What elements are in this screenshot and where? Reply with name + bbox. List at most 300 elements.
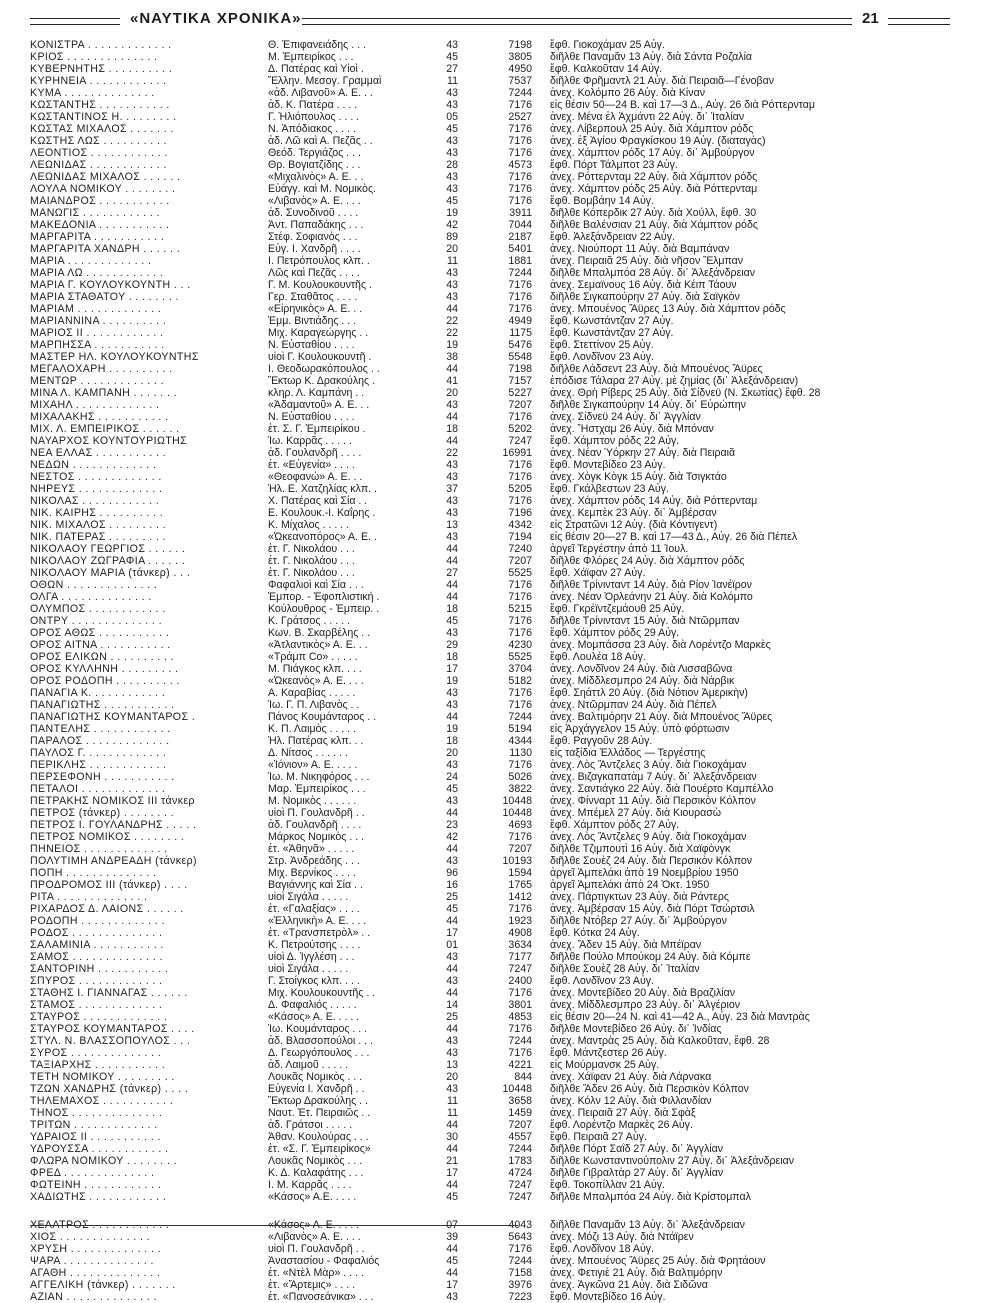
ship-name: ΣΤΑΘΗΣ Ι. ΓΙΑΝΝΑΓΑΣ . . . . . . xyxy=(30,987,188,999)
ship-name: ΜΕΝΤΩΡ . . . . . . . . . . . . . xyxy=(30,375,164,387)
ship-year: 44 xyxy=(446,963,458,975)
ship-tonnage: 10193 xyxy=(502,855,532,867)
ship-name: ΣΑΛΑΜΙΝΙΑ . . . . . . . . . . . xyxy=(30,939,164,951)
ship-movement: διῆλθε Φρῆμαντλ 21 Αὐγ. διὰ Πειραιᾶ—Γένοβαν xyxy=(550,75,775,87)
ship-movement: ἀνεχ. Χὸγκ Κὸγκ 15 Αὐγ. διὰ Τσιγκτάο xyxy=(550,471,727,483)
table-row xyxy=(30,1035,970,1047)
ship-agent: υἱοὶ Δ. Ἰγγλέση . . . xyxy=(268,951,355,963)
ship-name: ΥΔΡΑΙΟΣ ΙΙ . . . . . . . . . . . xyxy=(30,1131,161,1143)
ship-tonnage: 7176 xyxy=(508,183,532,195)
ship-name: ΝΕΣΤΟΣ . . . . . . . . . . . . . xyxy=(30,471,162,483)
ship-movement: ἀνεχ. Ἄδεν 15 Αὐγ. διὰ Μπέϊραν xyxy=(550,939,702,951)
ship-year: 38 xyxy=(446,351,458,363)
ship-name: ΧΕΛΑΤΡΟΣ . . . . . . . . . . . . xyxy=(30,1219,170,1231)
ship-year: 43 xyxy=(446,495,458,507)
table-row xyxy=(30,471,970,483)
ship-agent: Γ. Ἡλιόπουλος . . . . xyxy=(268,111,360,123)
ship-tonnage: 7176 xyxy=(508,411,532,423)
ship-movement: ἔφθ. Γκρέϊντζεμάουθ 25 Αὐγ. xyxy=(550,603,685,615)
ship-movement: διῆλθε Μοντεβίδεο 26 Αὐγ. δι᾽ Ἰνδίας xyxy=(550,1023,722,1035)
ship-movement: ἀνεχ. Ἀγκῶνα 21 Αὐγ. διὰ Σιδῶνα xyxy=(550,1279,708,1291)
ship-movement: ἀνεχ. Λὸς Ἄντζελες 3 Αὐγ. διὰ Γιοκοχάμαν xyxy=(550,759,747,771)
ship-movement: εἰς Στρατῶνι 12 Αὐγ. (διὰ Κόντιγεντ) xyxy=(550,519,718,531)
table-row xyxy=(30,843,970,855)
table-row xyxy=(30,567,970,579)
ship-movement: ἔφθ. Πόρτ Τάλμποτ 23 Αὐγ. xyxy=(550,159,678,171)
ship-tonnage: 7158 xyxy=(508,1267,532,1279)
table-row xyxy=(30,519,970,531)
ship-tonnage: 7176 xyxy=(508,831,532,843)
ship-tonnage: 844 xyxy=(514,1071,532,1083)
ship-year: 25 xyxy=(446,1011,458,1023)
ship-agent: Δ. Φαφαλιός . . . . . xyxy=(268,999,357,1011)
ship-agent: Ἰω. Γ. Π. Λιβανὸς . . xyxy=(268,699,360,711)
ship-agent: Μ. Νομικὸς . . . . . . xyxy=(268,795,357,807)
ship-tonnage: 1130 xyxy=(509,747,532,759)
ship-movement: διῆλθε Σουὲζ 28 Αὐγ. δι᾽ Ἰταλίαν xyxy=(550,963,700,975)
table-row xyxy=(30,831,970,843)
ship-year: 44 xyxy=(446,543,458,555)
ship-tonnage: 4949 xyxy=(508,315,532,327)
table-row xyxy=(30,363,970,375)
ship-name: ΚΥΒΕΡΝΗΤΗΣ . . . . . . . . . . xyxy=(30,63,173,75)
ship-movement: ἀνεχ. Χάμπτον ρόδς 25 Αὐγ. διὰ Ρόττερνταμ xyxy=(550,183,758,195)
ship-agent: ἐτ. «Τρανσπετρὸλ» . . xyxy=(268,927,371,939)
header-rule-left xyxy=(30,18,120,25)
table-row xyxy=(30,1267,970,1279)
ship-tonnage: 2400 xyxy=(508,975,532,987)
table-row xyxy=(30,951,970,963)
ship-name: ΣΠΥΡΟΣ . . . . . . . . . . . . . xyxy=(30,975,163,987)
table-row xyxy=(30,627,970,639)
ship-tonnage: 5205 xyxy=(508,483,532,495)
ship-agent: Λουκᾶς Νομικὸς . . . xyxy=(268,1155,363,1167)
ship-movement: ἀνεχ. Νέαν Ὑόρκην 27 Αὐγ. διὰ Πειραιᾶ xyxy=(550,447,736,459)
ship-name: ΝΗΡΕΥΣ . . . . . . . . . . . . . xyxy=(30,483,163,495)
ship-tonnage: 5525 xyxy=(508,567,532,579)
ship-name: ΣΑΜΟΣ . . . . . . . . . . . . . . xyxy=(30,951,163,963)
ship-agent: ἀδ. Συνοδινοῦ . . . . xyxy=(268,207,359,219)
ship-agent: ἐτ. «Εὐγενία» . . . . xyxy=(268,459,355,471)
ship-movement: ἀνεχ. Μπουένος Ἄϋρες 25 Αὐγ. διὰ Φρητάουν xyxy=(550,1255,766,1267)
ship-name: ΜΑΣΤΕΡ ΗΛ. ΚΟΥΛΟΥΚΟΥΝΤΗΣ xyxy=(30,351,199,363)
ship-year: 16 xyxy=(446,879,458,891)
ship-name: ΧΡΥΣΗ . . . . . . . . . . . . . . xyxy=(30,1243,162,1255)
ship-name: ΠΑΡΑΛΟΣ . . . . . . . . . . . . . xyxy=(30,735,170,747)
table-row xyxy=(30,639,970,651)
ship-name: ΟΡΟΣ ΑΙΤΝΑ . . . . . . . . . . . xyxy=(30,639,171,651)
table-row xyxy=(30,603,970,615)
table-row xyxy=(30,255,970,267)
header-rule-middle xyxy=(302,18,852,25)
ship-tonnage: 4853 xyxy=(508,1011,532,1023)
ship-agent: Ἠλ. Ε. Χατζηλίας κλπ. . xyxy=(268,483,377,495)
ship-agent: ἐτ. «Ἀθηνᾶ» . . . . . xyxy=(268,843,355,855)
ship-year: 18 xyxy=(446,735,458,747)
ship-year: 45 xyxy=(446,51,458,63)
ship-agent: Μάρκος Νομικὸς . . . xyxy=(268,831,365,843)
ship-agent: Μ. Πιάγκος κλπ. . . . xyxy=(268,663,362,675)
ship-movement: ἔφθ. Χάμπτον ρόδς 27 Αὐγ. xyxy=(550,819,680,831)
ship-name: ΜΙΧΑΗΛ . . . . . . . . . . . . . xyxy=(30,399,160,411)
ship-agent: Κων. Β. Σκαρβέλης . . xyxy=(268,627,371,639)
ship-agent: «Κάσος» Α. Ε. . . . . xyxy=(268,1219,360,1231)
ship-year: 22 xyxy=(446,315,458,327)
ship-name: ΜΑΡΓΑΡΙΤΑ . . . . . . . . . . . xyxy=(30,231,165,243)
ship-tonnage: 7247 xyxy=(508,963,532,975)
ship-name: ΜΑΡΙΟΣ ΙΙ . . . . . . . . . . . . xyxy=(30,327,164,339)
ship-year: 43 xyxy=(446,291,458,303)
ship-tonnage: 7176 xyxy=(508,699,532,711)
ship-tonnage: 5401 xyxy=(508,243,532,255)
table-row xyxy=(30,87,970,99)
ship-tonnage: 1783 xyxy=(508,1155,532,1167)
ship-name: ΠΕΡΙΚΛΗΣ . . . . . . . . . . . . xyxy=(30,759,167,771)
ship-year: 14 xyxy=(446,999,458,1011)
ship-name: ΜΑΚΕΔΟΝΙΑ . . . . . . . . . . . xyxy=(30,219,170,231)
ship-movement: ἀνεχ. ἐξ Ἁγίου Φραγκίσκου 19 Αὐγ. (διαταγὰς) xyxy=(550,135,766,147)
ship-movement: ἀνεχ. Ἥστχαμ 26 Αὐγ. διὰ Μπόναν xyxy=(550,423,714,435)
ship-year: 44 xyxy=(446,1243,458,1255)
ship-tonnage: 4908 xyxy=(508,927,532,939)
ship-name: ΟΡΟΣ ΡΟΔΟΠΗ . . . . . . . . . . xyxy=(30,675,180,687)
ship-tonnage: 1459 xyxy=(508,1107,532,1119)
table-row xyxy=(30,555,970,567)
ship-movement: ἔφθ. Λουλέα 18 Αὐγ. xyxy=(550,651,646,663)
table-row xyxy=(30,699,970,711)
ship-agent: «Λιβανὸς» Α. Ε. . . . xyxy=(268,195,361,207)
ship-name: ΠΡΟΔΡΟΜΟΣ ΙΙΙ (τάνκερ) . . . . xyxy=(30,879,188,891)
ship-movement: ἀνεχ. Βιζαγκαπατὰμ 7 Αὐγ. δι᾽ Ἀλεξάνδρειαν xyxy=(550,771,757,783)
ship-name: ΨΑΡΑ . . . . . . . . . . . . . . xyxy=(30,1255,154,1267)
table-row xyxy=(30,711,970,723)
table-row xyxy=(30,267,970,279)
ship-movement: εἰς ταξίδια Ἑλλάδος — Τεργέστης xyxy=(550,747,706,759)
ship-tonnage: 7247 xyxy=(508,1179,532,1191)
table-row xyxy=(30,1179,970,1191)
ship-tonnage: 4221 xyxy=(508,1059,532,1071)
ship-name: ΠΕΤΡΟΣ Ι. ΓΟΥΛΑΝΔΡΗΣ . . . . . xyxy=(30,819,197,831)
ship-name: ΤΕΤΗ ΝΟΜΙΚΟΥ . . . . . . . . . xyxy=(30,1071,175,1083)
ship-year: 07 xyxy=(446,1219,458,1231)
ship-name: ΟΡΟΣ ΑΘΩΣ . . . . . . . . . . . xyxy=(30,627,170,639)
ship-agent: Ἕλλην. Μεσογ. Γραμμαὶ xyxy=(268,75,382,87)
table-row xyxy=(30,1047,970,1059)
ship-name: ΛΕΩΝΙΔΑΣ . . . . . . . . . . . . xyxy=(30,159,167,171)
table-row xyxy=(30,435,970,447)
ship-agent: Α. Καραβίας . . . . . xyxy=(268,687,356,699)
ship-movement: διῆλθε Τζιμπουτὶ 16 Αὐγ. διὰ Χαϊφὸνγκ xyxy=(550,843,731,855)
ship-name: ΛΕΩΝΙΔΑΣ ΜΙΧΑΛΟΣ . . . . . . xyxy=(30,171,181,183)
ship-tonnage: 2187 xyxy=(508,231,532,243)
ship-tonnage: 4573 xyxy=(508,159,532,171)
ship-year: 19 xyxy=(446,723,458,735)
ship-year: 27 xyxy=(446,567,458,579)
ship-agent: Γ. Μ. Κουλουκουντῆς . xyxy=(268,279,372,291)
ship-tonnage: 5182 xyxy=(508,675,532,687)
table-row xyxy=(30,411,970,423)
ship-movement: ἔφθ. Λονδῖνον 23 Αὐγ. xyxy=(550,975,654,987)
ship-movement: διῆλθε Γιβραλτὰρ 27 Αὐγ. δι᾽ Ἀγγλίαν xyxy=(550,1167,724,1179)
ship-name: ΚΩΣΤΑΣ ΜΙΧΑΛΟΣ . . . . . . . xyxy=(30,123,174,135)
ship-agent: Κούλουθρος - Ἐμπειρ. . xyxy=(268,603,380,615)
ship-tonnage: 7240 xyxy=(508,543,532,555)
ship-year: 44 xyxy=(446,987,458,999)
ship-tonnage: 7176 xyxy=(508,687,532,699)
table-row xyxy=(30,543,970,555)
ship-agent: Κ. Δ. Καλαφάτης . . . xyxy=(268,1167,364,1179)
ship-name: ΠΕΤΡΟΣ (τάνκερ) . . . . . . . . xyxy=(30,807,175,819)
ship-year: 42 xyxy=(446,831,458,843)
table-row xyxy=(30,459,970,471)
ship-name: ΝΙΚΟΛΑΟΥ ΜΑΡΙΑ (τάνκερ) . . . xyxy=(30,567,191,579)
ship-movement: ἀνεχ. Κολόμπο 26 Αὐγ. διὰ Κίναν xyxy=(550,87,705,99)
ship-agent: «Θεοφανώ» Α. Ε. . . xyxy=(268,471,363,483)
table-row xyxy=(30,903,970,915)
ship-year: 43 xyxy=(446,135,458,147)
ship-tonnage: 5026 xyxy=(508,771,532,783)
page-number: 21 xyxy=(862,10,879,27)
ship-year: 17 xyxy=(446,927,458,939)
ship-name: ΚΟΝΙΣΤΡΑ . . . . . . . . . . . . . xyxy=(30,39,172,51)
table-row xyxy=(30,1083,970,1095)
ship-agent: Ν. Εὐσταθίου . . . . xyxy=(268,411,355,423)
ship-tonnage: 7207 xyxy=(508,1119,532,1131)
table-row xyxy=(30,75,970,87)
ship-year: 44 xyxy=(446,1023,458,1035)
ship-tonnage: 7247 xyxy=(508,1191,532,1203)
ship-movement: ἀνεχ. Μένα ἐλ Ἀχμάντι 22 Αὐγ. δι᾽ Ἰταλίαν xyxy=(550,111,745,123)
ship-year: 44 xyxy=(446,411,458,423)
ship-movement: ἔφθ. Τοκοπίλλαν 21 Αὐγ. xyxy=(550,1179,665,1191)
ship-name: ΠΑΝΑΓΙΩΤΗΣ . . . . . . . . . . . xyxy=(30,699,175,711)
ship-movement: διῆλθε Λάδσεντ 23 Αὐγ. διὰ Μπουένος Ἄϋρες xyxy=(550,363,763,375)
ship-movement: ἔφθ. Χάμπτον ρόδς 29 Αὐγ. xyxy=(550,627,680,639)
ship-movement: ἔφθ. Σηάττλ 20 Αὐγ. (διὰ Νότιον Ἀμερικὴν) xyxy=(550,687,748,699)
ship-year: 22 xyxy=(446,447,458,459)
ship-movement: ἀνεχ. Νιούπορτ 11 Αὐγ. διὰ Βαμπάναν xyxy=(550,243,730,255)
table-row xyxy=(30,291,970,303)
ship-agent: Ν. Ἀπόδιακος . . . . xyxy=(268,123,356,135)
table-row xyxy=(30,279,970,291)
table-row xyxy=(30,663,970,675)
ship-movement: διῆλθε Κωνσταντινούπολιν 27 Αὐγ. δι᾽ Ἀλεξάνδρειαν xyxy=(550,1155,795,1167)
ship-agent: ἐτ. Γ. Νικολάου . . . xyxy=(268,555,355,567)
ship-agent: ἀδ. Κ. Πατέρα . . . . xyxy=(268,99,358,111)
ship-year: 44 xyxy=(446,579,458,591)
ship-tonnage: 1881 xyxy=(508,255,532,267)
ship-tonnage: 7198 xyxy=(508,39,532,51)
table-row xyxy=(30,387,970,399)
table-row xyxy=(30,855,970,867)
ship-tonnage: 7196 xyxy=(508,507,532,519)
ship-tonnage: 7194 xyxy=(508,531,532,543)
ship-year: 43 xyxy=(446,183,458,195)
ship-movement: ἀνεχ. Ἀμβέρσαν 15 Αὐγ. διὰ Πόρτ Τσώρτσιλ xyxy=(550,903,755,915)
ship-movement: ἔφθ. Λονδῖνον 23 Αὐγ. xyxy=(550,351,654,363)
ship-agent: Θεόδ. Τεργιάζος . . . xyxy=(268,147,361,159)
table-row xyxy=(30,39,970,51)
ship-movement: ἀνεχ. Σίδνεϋ 24 Αὐγ. δι᾽ Ἀγγλίαν xyxy=(550,411,701,423)
ship-agent: «Κάσος» Α.Ε. . . . . xyxy=(268,1191,357,1203)
ship-agent: Ἰω. Κουμάνταρος . . . xyxy=(268,1023,368,1035)
ship-movement: ἀνεχ. Μομπάσσα 23 Αὐγ. διὰ Λορέντζο Μαρκὲς xyxy=(550,639,771,651)
ship-tonnage: 10448 xyxy=(502,795,532,807)
ship-agent: Ν. Εὐσταθίου . . . . xyxy=(268,339,355,351)
ship-movement: ἀνεχ. Φετιγιὲ 21 Αὐγ. διὰ Βαλτιμόρην xyxy=(550,1267,723,1279)
ship-agent: Πάνος Κουμάνταρος . . xyxy=(268,711,377,723)
table-row xyxy=(30,1071,970,1083)
table-row xyxy=(30,759,970,771)
ship-name: ΜΑΡΙΑ . . . . . . . . . . . . . xyxy=(30,255,152,267)
ship-agent: υἱοὶ Π. Γουλανδρῆ . . xyxy=(268,1243,365,1255)
ship-movement: διῆλθε Μπαλμπόα 28 Αὐγ. δι᾽ Ἀλεξάνδρειαν xyxy=(550,267,756,279)
ship-name: ΣΤΑΥΡΟΣ . . . . . . . . . . . . . xyxy=(30,1011,168,1023)
ship-name: ΠΑΥΛΟΣ Γ. . . . . . . . . . . . . xyxy=(30,747,167,759)
ship-tonnage: 3805 xyxy=(508,51,532,63)
ship-agent: Κ. Γράτσος . . . . . xyxy=(268,615,350,627)
ship-agent: «Ὠκεανὸς» Α. Ε. . . . xyxy=(268,675,364,687)
ship-name: ΠΕΤΡΟΣ ΝΟΜΙΚΟΣ . . . . . . . . xyxy=(30,831,185,843)
ship-name: ΜΕΓΑΛΟΧΑΡΗ . . . . . . . . . . xyxy=(30,363,173,375)
ship-agent: Στέφ. Σοφιανὸς . . . xyxy=(268,231,358,243)
ship-tonnage: 4230 xyxy=(508,639,532,651)
ship-tonnage: 7247 xyxy=(508,435,532,447)
ship-agent: «Ἀδαμαντοῦ» Α. Ε. . . xyxy=(268,399,370,411)
ship-name: ΚΩΣΤΑΝΤΗΣ . . . . . . . . . . . xyxy=(30,99,170,111)
ship-movement: ἀργεῖ Ἀμπελάκι ἀπὸ 24 Ὀκτ. 1950 xyxy=(550,879,710,891)
ship-tonnage: 4344 xyxy=(508,735,532,747)
ship-tonnage: 5227 xyxy=(508,387,532,399)
ship-movement: ἔφθ. Ραγγοῦν 28 Αὐγ. xyxy=(550,735,653,747)
ship-tonnage: 7244 xyxy=(508,1143,532,1155)
ship-movement: διῆλθε Σιγκαπούρην 14 Αὐγ. δι᾽ Εὐρώπην xyxy=(550,399,746,411)
ship-name: ΠΑΝΑΓΙΩΤΗΣ ΚΟΥΜΑΝΤΑΡΟΣ . xyxy=(30,711,196,723)
table-row xyxy=(30,51,970,63)
table-row xyxy=(30,807,970,819)
ship-tonnage: 7176 xyxy=(508,471,532,483)
ship-agent: ἐτ. «Ἄρτεμις» . . . . xyxy=(268,1279,356,1291)
ship-year: 43 xyxy=(446,507,458,519)
ship-agent: Κ. Πετρούτσης . . . . xyxy=(268,939,361,951)
ship-movement: εἰς θέσιν 20—27 Β. καὶ 17—43 Δ., Αὐγ. 26 διὰ Πέπελ xyxy=(550,531,798,543)
ship-tonnage: 5643 xyxy=(508,1231,532,1243)
ship-tonnage: 7198 xyxy=(508,363,532,375)
ship-tonnage: 7176 xyxy=(508,1047,532,1059)
ship-year: 01 xyxy=(446,939,458,951)
ship-agent: Ἀναστασίου - Φαφαλιός xyxy=(268,1255,380,1267)
ship-name: ΝΙΚΟΛΑΣ . . . . . . . . . . . . xyxy=(30,495,160,507)
ship-tonnage: 7244 xyxy=(508,87,532,99)
ship-movement: ἀνεχ. Κόλν 12 Αὐγ. διὰ Φιλλανδίαν xyxy=(550,1095,712,1107)
ship-year: 24 xyxy=(446,771,458,783)
ship-year: 05 xyxy=(446,111,458,123)
ship-tonnage: 7176 xyxy=(508,459,532,471)
table-row xyxy=(30,147,970,159)
ship-name: ΜΙΝΑ Λ. ΚΑΜΠΑΝΗ . . . . . . . xyxy=(30,387,178,399)
ship-year: 13 xyxy=(446,519,458,531)
ship-agent: Χ. Πατέρας καὶ Σία . . xyxy=(268,495,368,507)
ship-tonnage: 7176 xyxy=(508,1023,532,1035)
ship-tonnage: 7244 xyxy=(508,711,532,723)
ship-name: ΣΑΝΤΟΡΙΝΗ . . . . . . . . . . . xyxy=(30,963,169,975)
ship-tonnage: 1412 xyxy=(508,891,532,903)
ship-year: 44 xyxy=(446,807,458,819)
ship-tonnage: 7176 xyxy=(508,1243,532,1255)
table-row xyxy=(30,651,970,663)
ship-year: 43 xyxy=(446,687,458,699)
table-row xyxy=(30,135,970,147)
table-row xyxy=(30,615,970,627)
ship-movement: διῆλθε Πόρτ Σαῒδ 27 Αὐγ. δι᾽ Ἀγγλίαν xyxy=(550,1143,724,1155)
ship-name: ΠΕΤΡΑΚΗΣ ΝΟΜΙΚΟΣ ΙΙΙ τάνκερ xyxy=(30,795,195,807)
ship-movement: ἀνεχ. Χάμπτον ρόδς 14 Αὐγ. διὰ Ρόττερνταμ xyxy=(550,495,758,507)
ship-agent: Στρ. Ἀνδρεάδης . . . xyxy=(268,855,360,867)
table-row xyxy=(30,1023,970,1035)
table-row xyxy=(30,1011,970,1023)
ship-movement: διῆλθε Φλόρες 24 Αὐγ. διὰ Χάμπτον ρόδς xyxy=(550,555,745,567)
ship-agent: Ἀντ. Παπαδάκης . . . xyxy=(268,219,364,231)
table-row xyxy=(30,879,970,891)
ship-agent: ἐτ. «Σ. Γ. Ἐμπειρίκος» xyxy=(268,1143,371,1155)
table-row xyxy=(30,399,970,411)
table-row xyxy=(30,207,970,219)
ship-agent: ἐτ. Σ. Γ. Ἐμπειρίκου . xyxy=(268,423,366,435)
ship-year: 44 xyxy=(446,915,458,927)
ship-name: ΧΑΔΙΩΤΗΣ . . . . . . . . . . . . xyxy=(30,1191,167,1203)
table-row xyxy=(30,495,970,507)
ship-agent: Ἐμπορ. - Ἐφοπλιστική . xyxy=(268,591,380,603)
ship-tonnage: 7176 xyxy=(508,615,532,627)
ship-name: ΝΙΚ. ΜΙΧΑΛΟΣ . . . . . . . . . xyxy=(30,519,167,531)
ship-tonnage: 5215 xyxy=(508,603,532,615)
ship-movement: ἔφθ. Μάντζεστερ 26 Αὐγ. xyxy=(550,1047,667,1059)
ship-movement: ἔφθ. Κωνστάντζαν 27 Αὐγ. xyxy=(550,315,674,327)
ship-agent: Λῶς καὶ Πεζᾶς . . . . xyxy=(268,267,360,279)
table-row xyxy=(30,1107,970,1119)
ship-agent: Γ. Στοίγκος κλπ. . . . xyxy=(268,975,360,987)
ship-agent: υἱοὶ Π. Γουλανδρῆ . . xyxy=(268,807,365,819)
table-row xyxy=(30,159,970,171)
ship-agent: «Ἰόνιον» Α. Ε. . . . . xyxy=(268,759,358,771)
table-row xyxy=(30,975,970,987)
ship-tonnage: 5194 xyxy=(508,723,532,735)
ship-movement: ἔφθ. Ἀλεξάνδρειαν 22 Αὐγ. xyxy=(550,231,675,243)
ship-year: 17 xyxy=(446,1167,458,1179)
ship-year: 11 xyxy=(447,1095,458,1107)
table-row xyxy=(30,507,970,519)
ship-movement: διῆλθε Πούλο Μπούκομ 24 Αὐγ. διὰ Κόμπε xyxy=(550,951,751,963)
ship-name: ΤΖΩΝ ΧΑΝΔΡΗΣ (τάνκερ) . . . . xyxy=(30,1083,189,1095)
ship-movement: ἔφθ. Στεττίνον 25 Αὐγ. xyxy=(550,339,654,351)
table-row xyxy=(30,1131,970,1143)
table-row xyxy=(30,675,970,687)
header-rule-right xyxy=(888,18,950,25)
ship-name: ΦΩΤΕΙΝΗ . . . . . . . . . . . . xyxy=(30,1179,162,1191)
ship-year: 43 xyxy=(446,171,458,183)
ship-year: 20 xyxy=(446,387,458,399)
ship-agent: «Ἑλληνικὴ» Α. Ε. . . . xyxy=(268,915,367,927)
table-row xyxy=(30,1255,970,1267)
ship-movement: ἀνεχ. Μίδδλεσμπρο 24 Αὐγ. διὰ Νάρβικ xyxy=(550,675,735,687)
ship-movement: διῆλθε Τρίνινταντ 15 Αὐγ. διὰ Ντῶρμπαν xyxy=(550,615,740,627)
ship-movement: ἔφθ. Κωνστάντζαν 27 Αὐγ. xyxy=(550,327,674,339)
ship-year: 44 xyxy=(446,1179,458,1191)
ship-name: ΟΘΩΝ . . . . . . . . . . . . . . xyxy=(30,579,158,591)
table-row xyxy=(30,723,970,735)
ship-agent: Κ. Π. Λαιμὸς . . . . . xyxy=(268,723,356,735)
ship-year: 42 xyxy=(446,219,458,231)
